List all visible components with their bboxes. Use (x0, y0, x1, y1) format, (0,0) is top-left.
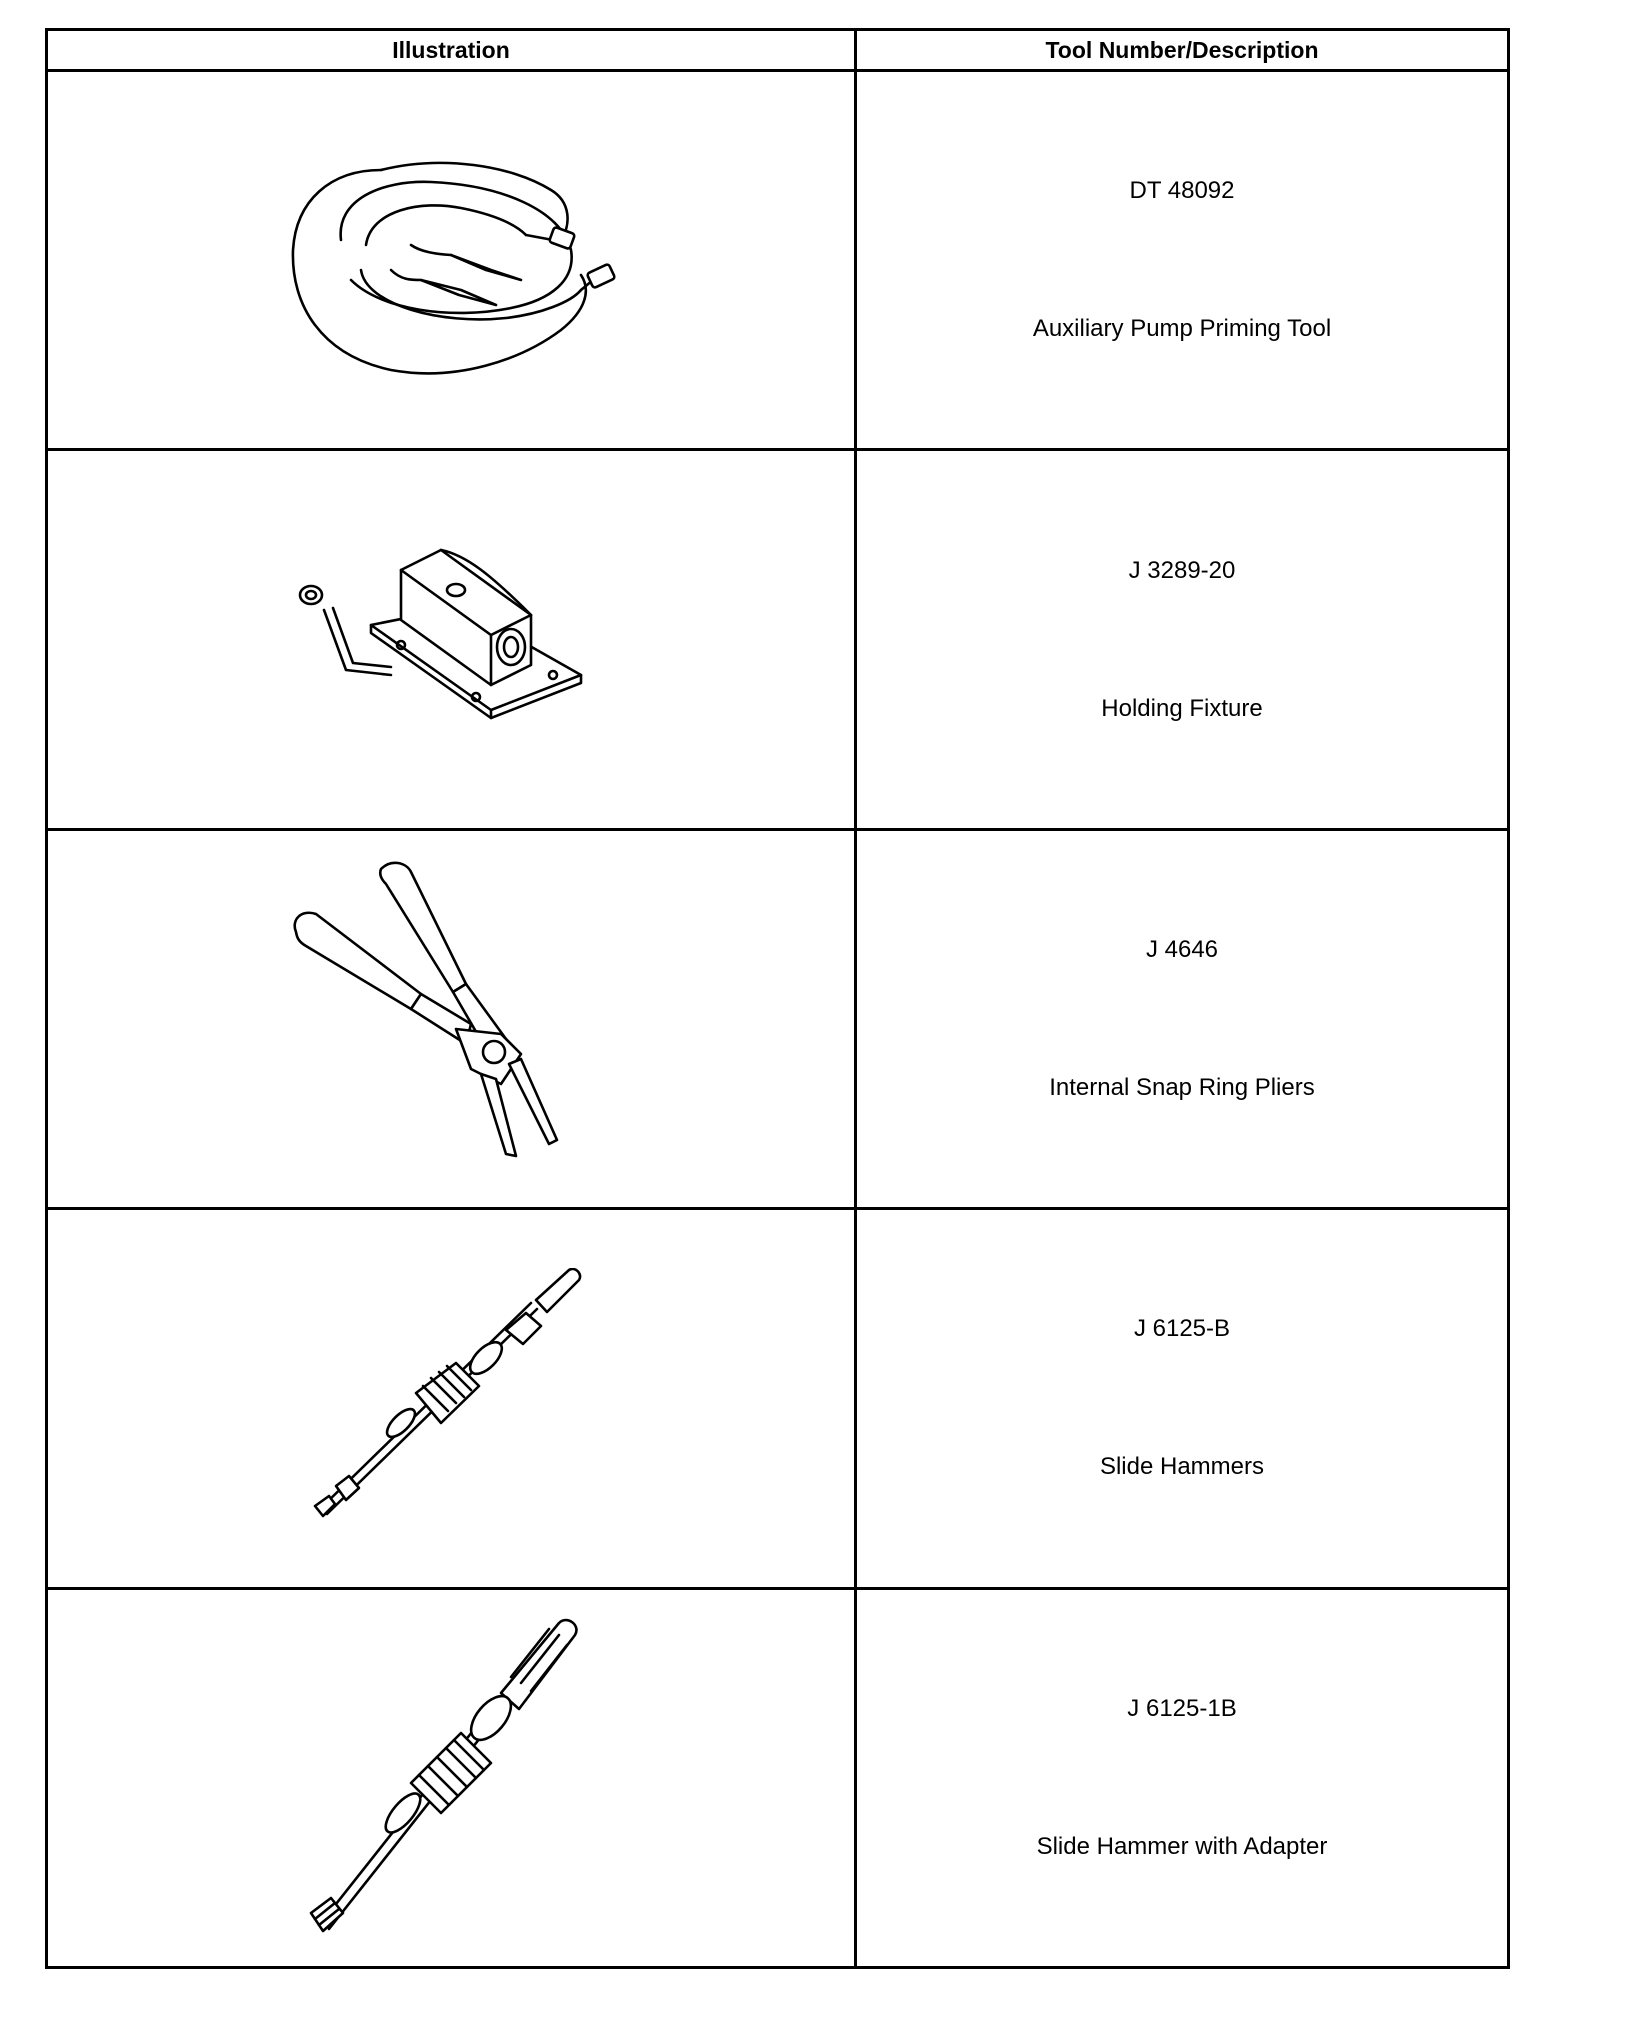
holding-fixture-icon (291, 535, 611, 745)
tool-number: J 4646 (1145, 935, 1219, 963)
slide-hammer-icon (301, 1268, 601, 1528)
illustration-cell (47, 1209, 856, 1588)
table-row (47, 1209, 1509, 1588)
tool-cell (856, 450, 1509, 829)
tool-number: DT 48092 (1129, 177, 1235, 205)
snap-ring-pliers-icon (281, 854, 621, 1184)
table-row (47, 450, 1509, 829)
table-row (47, 829, 1509, 1208)
slide-hammer-adapter-icon (291, 1613, 611, 1943)
tool-description: Internal Snap Ring Pliers (1049, 1073, 1315, 1101)
tool-cell (856, 1588, 1509, 1967)
jumper-cable-icon (271, 130, 631, 390)
tool-number: J 3289-20 (1128, 556, 1236, 584)
tool-header: Tool Number/Description (856, 30, 1509, 71)
illustration-cell (47, 829, 856, 1208)
illustration-cell (47, 450, 856, 829)
special-tools-table (45, 28, 1510, 1969)
table-row (47, 71, 1509, 450)
tool-number: J 6125-1B (1127, 1694, 1237, 1722)
illustration-cell (47, 1588, 856, 1967)
header-row (47, 30, 1509, 71)
tool-description: Slide Hammers (1099, 1453, 1265, 1481)
tool-cell (856, 829, 1509, 1208)
tool-description: Holding Fixture (1101, 694, 1263, 722)
tool-description: Slide Hammer with Adapter (1036, 1832, 1328, 1860)
illustration-header: Illustration (47, 30, 856, 71)
tool-cell (856, 71, 1509, 450)
illustration-cell (47, 71, 856, 450)
table-row (47, 1588, 1509, 1967)
tool-description: Auxiliary Pump Priming Tool (1032, 315, 1332, 343)
tool-cell (856, 1209, 1509, 1588)
tool-number: J 6125-B (1133, 1315, 1231, 1343)
